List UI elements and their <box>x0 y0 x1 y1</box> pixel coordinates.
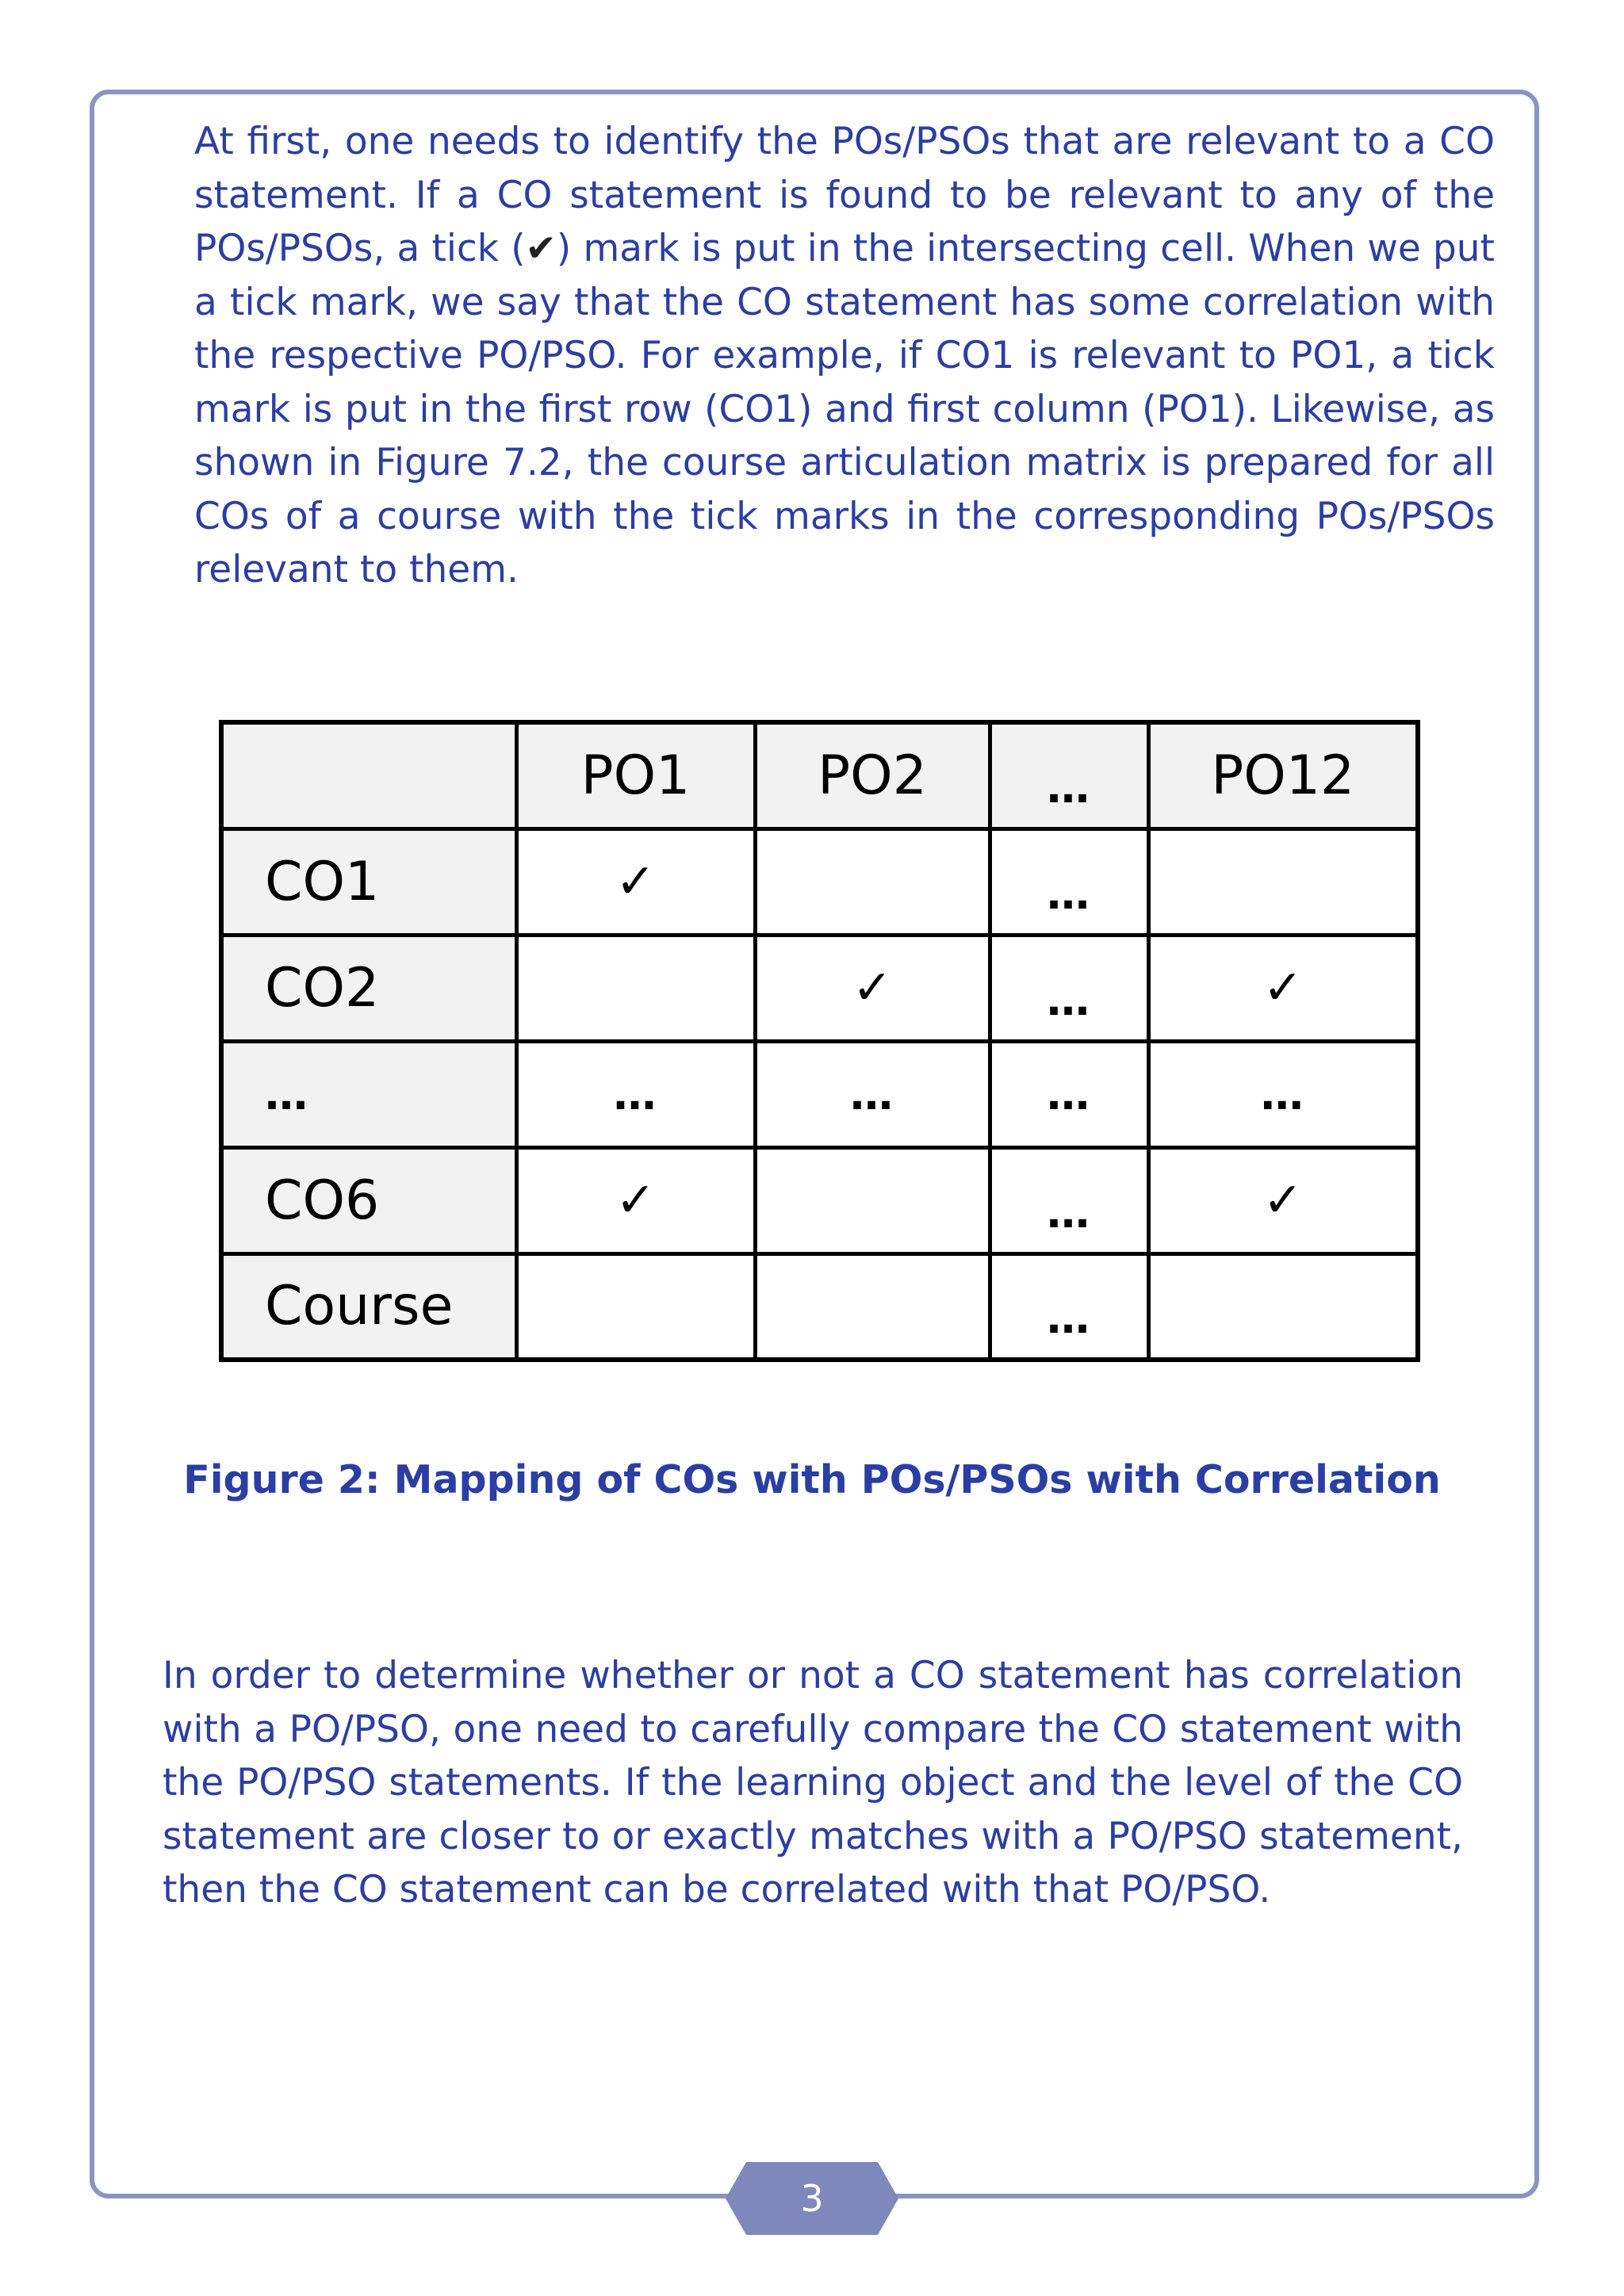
cell-co2-po12: ✓ <box>1148 935 1418 1041</box>
header-corner-cell <box>221 722 516 828</box>
cell-course-po2 <box>755 1253 990 1360</box>
cell-co1-po1: ✓ <box>516 828 755 935</box>
header-cell-po1: PO1 <box>516 722 755 828</box>
header-cell-po2: PO2 <box>755 722 990 828</box>
cell-ellipsis-po12: … <box>1148 1041 1418 1147</box>
articulation-matrix <box>219 720 1420 1362</box>
table-row-co2 <box>221 935 1418 1041</box>
cell-ellipsis-ellipsis: … <box>990 1041 1148 1147</box>
table-row-co6 <box>221 1147 1418 1253</box>
intro-paragraph <box>194 115 1495 597</box>
table-row-co1 <box>221 828 1418 935</box>
cell-ellipsis-po1: … <box>516 1041 755 1147</box>
row-label-ellipsis: … <box>221 1041 516 1147</box>
cell-co6-ellipsis: … <box>990 1147 1148 1253</box>
cell-co6-po12: ✓ <box>1148 1147 1418 1253</box>
cell-co1-po2 <box>755 828 990 935</box>
header-cell-po12: PO12 <box>1148 722 1418 828</box>
cell-ellipsis-po2: … <box>755 1041 990 1147</box>
row-label-co2: CO2 <box>221 935 516 1041</box>
row-label-co1: CO1 <box>221 828 516 935</box>
closing-paragraph: In order to determine whether or not a CO statement has correlation with a PO/PSO, one need to carefully compare the CO statement with the PO/PSO statements. If the learning object and the level of the CO statement are closer to or exactly matches with a PO/PSO statement, then the CO statement can be correlated with that PO/PSO. <box>163 1654 1463 1911</box>
table-header-row <box>221 722 1418 828</box>
cell-course-po12 <box>1148 1253 1418 1360</box>
row-label-co6: CO6 <box>221 1147 516 1253</box>
cell-course-ellipsis: … <box>990 1253 1148 1360</box>
table-row-ellipsis <box>221 1041 1418 1147</box>
table-row-course <box>221 1253 1418 1360</box>
cell-co6-po2 <box>755 1147 990 1253</box>
intro-text-start: At first, one needs to identify the POs/PSOs that are relevant to a CO statement. If a CO statement is found to be relevant to any of the POs/PSOs, a tick ( <box>194 120 1495 270</box>
inline-tick-icon: ✔ <box>525 227 557 270</box>
row-label-course: Course <box>221 1253 516 1360</box>
cell-co1-ellipsis: … <box>990 828 1148 935</box>
cell-co2-po1 <box>516 935 755 1041</box>
header-cell-ellipsis: … <box>990 722 1148 828</box>
cell-co6-po1: ✓ <box>516 1147 755 1253</box>
cell-co2-po2: ✓ <box>755 935 990 1041</box>
figure-caption: Figure 2: Mapping of COs with POs/PSOs with Correlation <box>183 1457 1441 1502</box>
cell-co1-po12 <box>1148 828 1418 935</box>
cell-co2-ellipsis: … <box>990 935 1148 1041</box>
intro-text-end: ) mark is put in the intersecting cell. When we put a tick mark, we say that the CO statement has some correlation with the respective PO/PSO. For example, if CO1 is relevant to PO1, a tick mark is put in the first row (CO1) and first column (PO1). Likewise, as shown in Figure 7.2, the course articulation matrix is prepared for all COs of a course with the tick marks in the corresponding POs/PSOs relevant to them. <box>194 227 1495 591</box>
page-number-badge <box>726 2162 898 2235</box>
page-number: 3 <box>800 2177 824 2220</box>
cell-course-po1 <box>516 1253 755 1360</box>
